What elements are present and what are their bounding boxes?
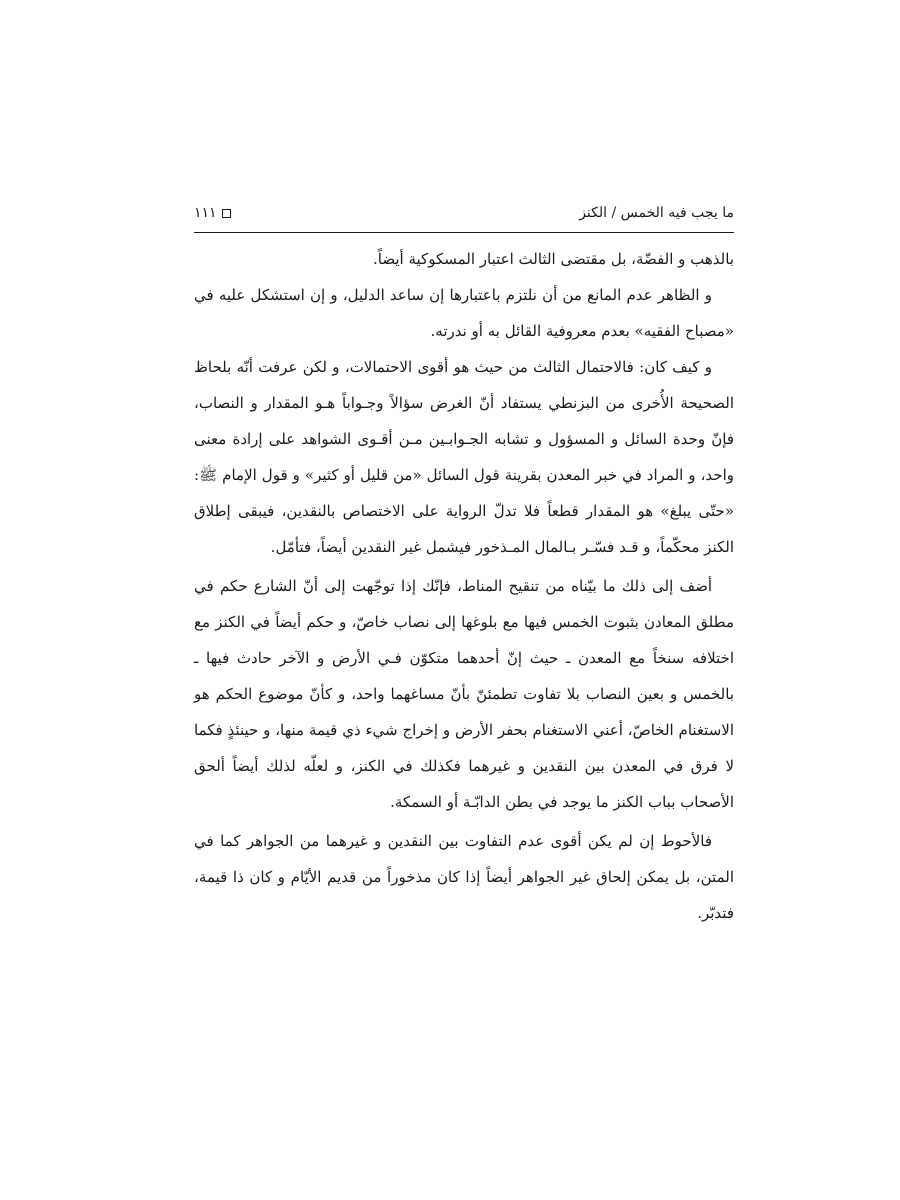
paragraph-4: أضف إلى ذلك ما بيّناه من تنقيح المناط، فإنّك إذا توجّهت إلى أنّ الشارع حكم في مطلق المعادن بثبوت الخمس فيها مع بلوغها إلى نصاب خاصّ، و حكم أيضاً في الكنز مع اختلافه سنخاً مع المعدن ـ حيث إنّ أحدهما متكوّن فـي الأرض و الآخر حادث فيها ـ بالخمس و بعين النصاب بلا تفاوت تطمئنّ بأنّ مساغهما واحد، و كأنّ موضوع الحكم هو الاستغنام الخاصّ، أعني الاستغنام بحفر الأرض و إخراج شيء ذي قيمة منها، و حينئذٍ فكما لا فرق في المعدن بين النقدين و غيرهما فكذلك في الكنز، و لعلّه لذلك أيضاً ألحق الأصحاب بباب الكنز ما يوجد في بطن الدابّـة أو السمكة.: [194, 577, 734, 811]
section-title: ما يجب فيه الخمس / الكنز: [579, 205, 734, 221]
paragraph-3: و كيف كان: فالاحتمال الثالث من حيث هو أقوى الاحتمالات، و لكن عرفت أنّه بلحاظ الصحيحة الأُخرى من البزنطي يستفاد أنّ الغرض سؤالاً وجـواباً هـو المقدار و النصاب، فإنّ وحدة السائل و المسؤول و تشابه الجـوابـين مـن أقـوى الشواهد على إرادة معنى واحد، و المراد في خبر المعدن بقرينة قول السائل «من قليل أو كثير» و قول الإمام ﷺ: «حتّى يبلغ» هو المقدار قطعاً فلا تدلّ الرواية على الاختصاص بالنقدين، فيبقى إطلاق الكنز محكّماً، و قـد فسّـر بـالمال المـذخور فيشمل غير النقدين أيضاً، فتأمّل.: [194, 358, 734, 556]
header-divider: [194, 232, 734, 233]
paragraph-5: فالأحوط إن لم يكن أقوى عدم التفاوت بين النقدين و غيرهما من الجواهر كما في المتن، بل يمكن إلحاق غير الجواهر أيضاً إذا كان مذخوراً من قديم الأيّام و كان ذا قيمة، فتدبّر.: [194, 832, 734, 922]
square-bullet-icon: [222, 209, 231, 218]
page-number-group: [194, 205, 231, 221]
body-text: [194, 241, 734, 931]
page-number: ١١١: [194, 205, 217, 221]
running-header: [194, 200, 734, 226]
paragraph-1: بالذهب و الفضّة، بل مقتضى الثالث اعتبار المسكوكية أيضاً.: [373, 250, 734, 268]
paragraph-2: و الظاهر عدم المانع من أن نلتزم باعتبارها إن ساعد الدليل، و إن استشكل عليه في «مصباح الفقيه» بعدم معروفية القائل به أو ندرته.: [194, 286, 734, 340]
